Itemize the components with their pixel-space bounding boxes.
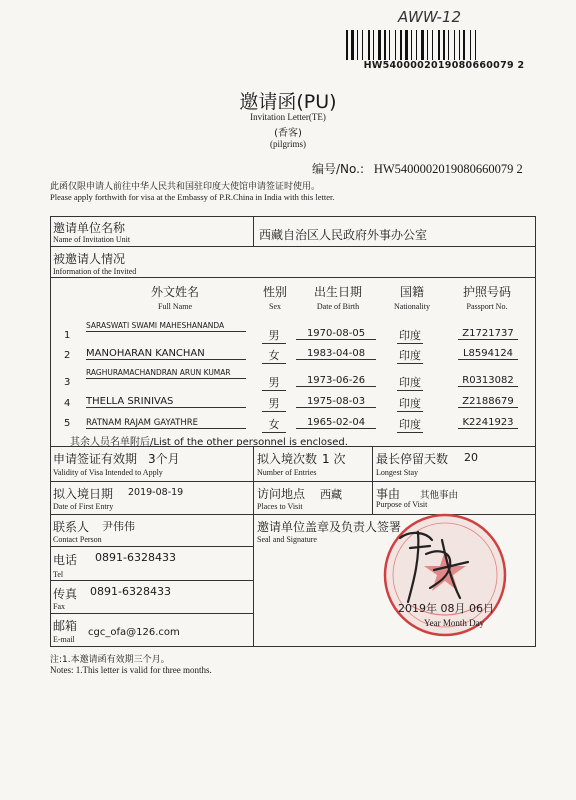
invitee-sex: 男 — [262, 327, 286, 344]
row-number: 1 — [64, 330, 71, 341]
divider — [50, 481, 536, 482]
tel-label-zh: 电话 — [53, 553, 78, 567]
entries-label-zh: 拟入境次数 — [257, 452, 318, 466]
subtitle-en: (pilgrims) — [270, 139, 306, 149]
divider — [50, 613, 253, 614]
places-label-zh: 访问地点 — [257, 487, 306, 501]
title-zh: 邀请函(PU) — [239, 91, 337, 113]
invitee-dob: 1975-08-03 — [296, 396, 376, 408]
row-number: 3 — [64, 377, 71, 388]
email-value: cgc_ofa@126.com — [88, 627, 180, 638]
entries-value: 1 次 — [322, 452, 346, 466]
handwritten-reference: AWW-12 — [398, 8, 461, 26]
first-entry-value: 2019-08-19 — [128, 487, 184, 498]
email-label-en: E-mail — [53, 635, 75, 644]
seal-date-en: Year Month Day — [424, 618, 485, 628]
divider — [50, 580, 253, 581]
places-label-en: Places to Visit — [257, 502, 303, 511]
invitees-label-zh: 被邀请人情况 — [53, 252, 126, 266]
invitee-dob: 1965-02-04 — [296, 417, 376, 429]
row-number: 5 — [64, 418, 71, 429]
invitee-passport: Z1721737 — [458, 328, 518, 340]
col-nationality-en: Nationality — [394, 302, 430, 311]
col-name-zh: 外文姓名 — [150, 285, 199, 299]
note-zh: 注:1.本邀请函有效期三个月。 — [50, 655, 170, 665]
col-dob-en: Date of Birth — [316, 302, 360, 311]
note-en: Notes: 1.This letter is valid for three months. — [50, 665, 212, 675]
places-value: 西藏 — [320, 488, 342, 501]
intro-zh: 此函仅限申请人前往中华人民共和国驻印度大使馆申请签证时使用。 — [50, 182, 321, 192]
tel-value: 0891-6328433 — [95, 551, 176, 564]
longest-stay-label-zh: 最长停留天数 — [376, 452, 449, 466]
invitee-dob: 1970-08-05 — [296, 328, 376, 340]
divider — [50, 277, 536, 278]
invitee-nationality: 印度 — [399, 418, 421, 431]
col-nationality-zh: 国籍 — [399, 285, 424, 299]
col-passport-zh: 护照号码 — [462, 285, 511, 299]
signature — [390, 518, 480, 608]
seal-label-zh: 邀请单位盖章及负责人签署 — [257, 520, 402, 534]
row-number: 2 — [64, 350, 71, 361]
contact-value: 尹伟伟 — [102, 520, 135, 533]
divider — [50, 446, 536, 447]
invitee-passport: L8594124 — [458, 348, 518, 360]
entries-label-en: Number of Entries — [257, 468, 317, 477]
fax-label-zh: 传真 — [53, 587, 78, 601]
validity-label-en: Validity of Visa Intended to Apply — [53, 468, 163, 477]
other-personnel-note: 其余人员名单附后/List of the other personnel is enclosed. — [70, 437, 348, 448]
invitees-label-en: Information of the Invited — [53, 267, 137, 276]
subtitle-zh: (香客) — [274, 128, 302, 139]
validity-value: 3个月 — [148, 452, 180, 466]
barcode-number: HW5400002019080660079 2 — [363, 60, 525, 71]
seal-date-zh: 2019年 08月 06日 — [398, 602, 494, 615]
purpose-value: 其他事由 — [420, 490, 459, 501]
invitee-nationality: 印度 — [399, 376, 421, 389]
invitee-dob: 1983-04-08 — [296, 348, 376, 360]
barcode — [346, 30, 542, 60]
col-sex-zh: 性别 — [262, 285, 287, 299]
number-label: 编号/No.: — [312, 162, 365, 176]
invitee-sex: 男 — [262, 374, 286, 391]
divider — [372, 481, 373, 514]
email-label-zh: 邮箱 — [53, 619, 78, 633]
contact-label-zh: 联系人 — [53, 520, 90, 534]
validity-label-zh: 申请签证有效期 — [53, 452, 138, 466]
col-passport-en: Passport No. — [466, 302, 508, 311]
col-dob-zh: 出生日期 — [313, 285, 362, 299]
invitee-passport: Z2188679 — [458, 396, 518, 408]
invitee-name: SARASWATI SWAMI MAHESHANANDA — [86, 321, 246, 332]
fax-label-en: Fax — [53, 602, 65, 611]
title-en: Invitation Letter(TE) — [250, 112, 326, 122]
purpose-label-zh: 事由 — [376, 487, 401, 501]
invitee-name: RATNAM RAJAM GAYATHRE — [86, 418, 246, 429]
invitee-passport: K2241923 — [458, 417, 518, 429]
inviting-unit-value: 西藏自治区人民政府外事办公室 — [259, 228, 428, 242]
contact-label-en: Contact Person — [53, 535, 102, 544]
divider — [372, 446, 373, 481]
divider — [50, 246, 536, 247]
first-entry-label-zh: 拟入境日期 — [53, 487, 114, 501]
invitee-name: RAGHURAMACHANDRAN ARUN KUMAR — [86, 368, 246, 379]
col-name-en: Full Name — [158, 302, 192, 311]
invitee-nationality: 印度 — [399, 349, 421, 362]
invitee-dob: 1973-06-26 — [296, 375, 376, 387]
longest-stay-value: 20 — [464, 451, 478, 464]
invitee-name: THELLA SRINIVAS — [86, 396, 246, 408]
invitee-sex: 女 — [262, 416, 286, 433]
inviting-unit-label-en: Name of Invitation Unit — [53, 235, 131, 244]
divider — [50, 546, 253, 547]
intro-en: Please apply forthwith for visa at the Embassy of P.R.China in India with this letter. — [50, 192, 335, 202]
inviting-unit-label-zh: 邀请单位名称 — [53, 221, 126, 235]
divider — [253, 481, 254, 514]
purpose-label-en: Purpose of Visit — [376, 500, 428, 509]
document-number — [312, 160, 523, 177]
divider — [253, 446, 254, 481]
first-entry-label-en: Date of First Entry — [53, 502, 114, 511]
row-number: 4 — [64, 398, 71, 409]
invitee-nationality: 印度 — [399, 329, 421, 342]
col-sex-en: Sex — [269, 302, 281, 311]
tel-label-en: Tel — [53, 570, 64, 579]
invitee-sex: 男 — [262, 395, 286, 412]
invitee-sex: 女 — [262, 347, 286, 364]
divider — [253, 514, 254, 647]
divider — [253, 216, 254, 246]
invitee-passport: R0313082 — [458, 375, 518, 387]
invitee-nationality: 印度 — [399, 397, 421, 410]
longest-stay-label-en: Longest Stay — [376, 468, 418, 477]
fax-value: 0891-6328433 — [90, 585, 171, 598]
seal-label-en: Seal and Signature — [257, 535, 317, 544]
invitee-name: MANOHARAN KANCHAN — [86, 348, 246, 360]
number-value: HW5400002019080660079 2 — [373, 162, 523, 176]
